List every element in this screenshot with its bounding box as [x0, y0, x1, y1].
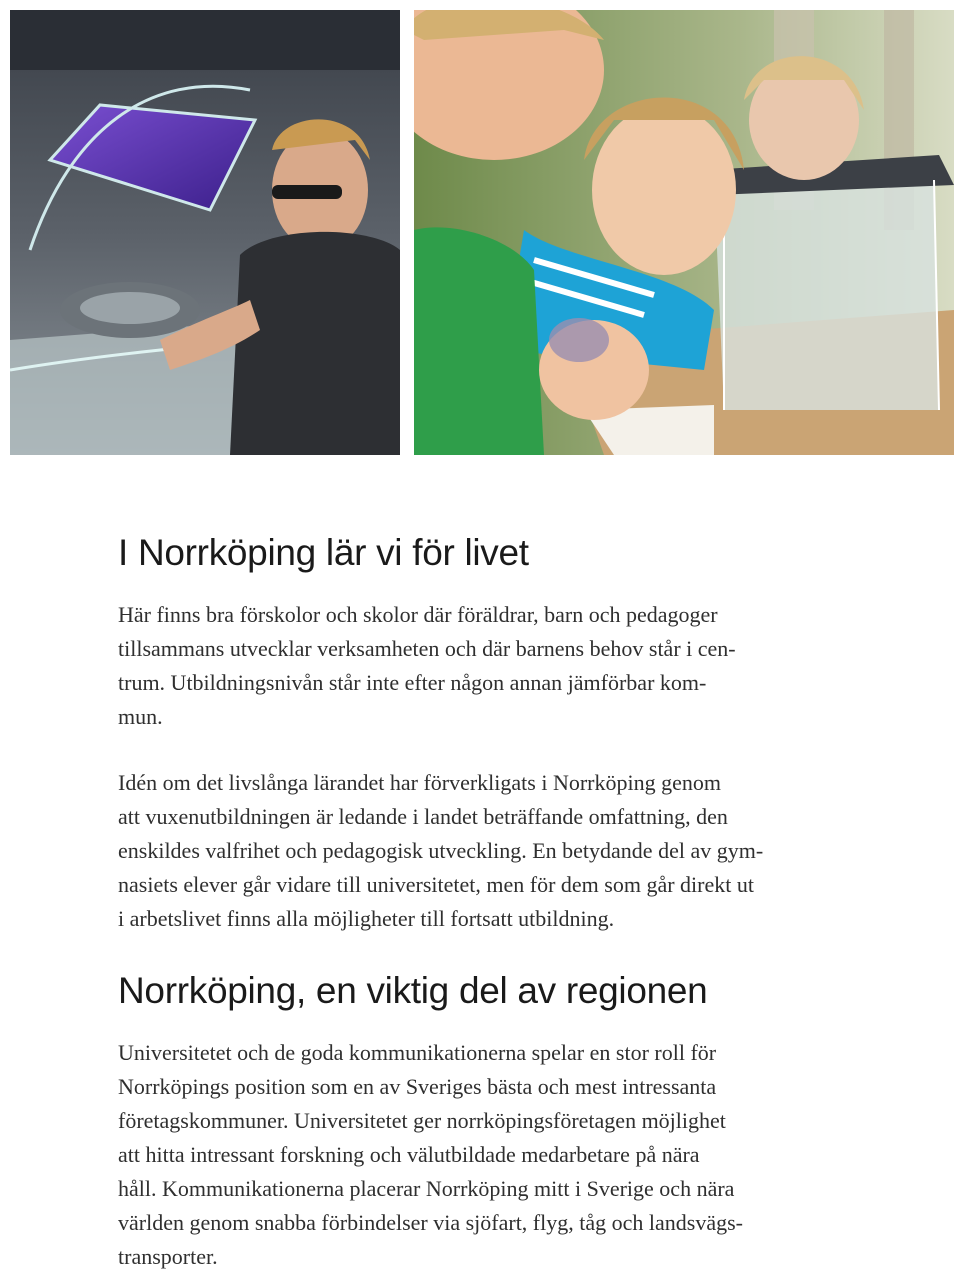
section-heading-region: Norrköping, en viktig del av regionen — [118, 970, 708, 1011]
text-line: Norrköpings position som en av Sveriges bästa och mest intressanta — [118, 1074, 717, 1099]
text-line: att vuxenutbildningen är ledande i landet beträffande omfattning, den — [118, 804, 728, 829]
text-line: håll. Kommunikationerna placerar Norrköping mitt i Sverige och nära — [118, 1176, 735, 1201]
text-line: nasiets elever går vidare till universitetet, men för dem som går direkt ut — [118, 872, 754, 897]
text-line: mun. — [118, 704, 163, 729]
text-line: Idén om det livslånga lärandet har förverkligats i Norrköping genom — [118, 770, 721, 795]
text-line: tillsammans utvecklar verksamheten och där barnens behov står i cen- — [118, 636, 736, 661]
children-aquarium-photo — [414, 10, 954, 455]
text-line: Universitetet och de goda kommunikationerna spelar en stor roll för — [118, 1040, 717, 1065]
text-line: i arbetslivet finns alla möjligheter till fortsatt utbildning. — [118, 906, 615, 931]
text-line: enskildes valfrihet och pedagogisk utveckling. En betydande del av gym- — [118, 838, 764, 863]
text-line: företagskommuner. Universitetet ger norrköpingsföretagen möjlighet — [118, 1108, 726, 1133]
text-line: att hitta intressant forskning och välutbildade medarbetare på nära — [118, 1142, 700, 1167]
region-paragraph — [118, 1036, 743, 1274]
text-line: Här finns bra förskolor och skolor där föräldrar, barn och pedagoger — [118, 602, 718, 627]
vr-glasses-person-photo — [10, 10, 400, 455]
text-line: trum. Utbildningsnivån står inte efter någon annan jämförbar kom- — [118, 670, 707, 695]
text-line: världen genom snabba förbindelser via sjöfart, flyg, tåg och landsvägs- — [118, 1210, 743, 1235]
section-heading-learning: I Norrköping lär vi för livet — [118, 532, 529, 573]
text-line: transporter. — [118, 1244, 218, 1269]
lifelong-learning-paragraph — [118, 766, 763, 936]
intro-paragraph — [118, 598, 736, 734]
